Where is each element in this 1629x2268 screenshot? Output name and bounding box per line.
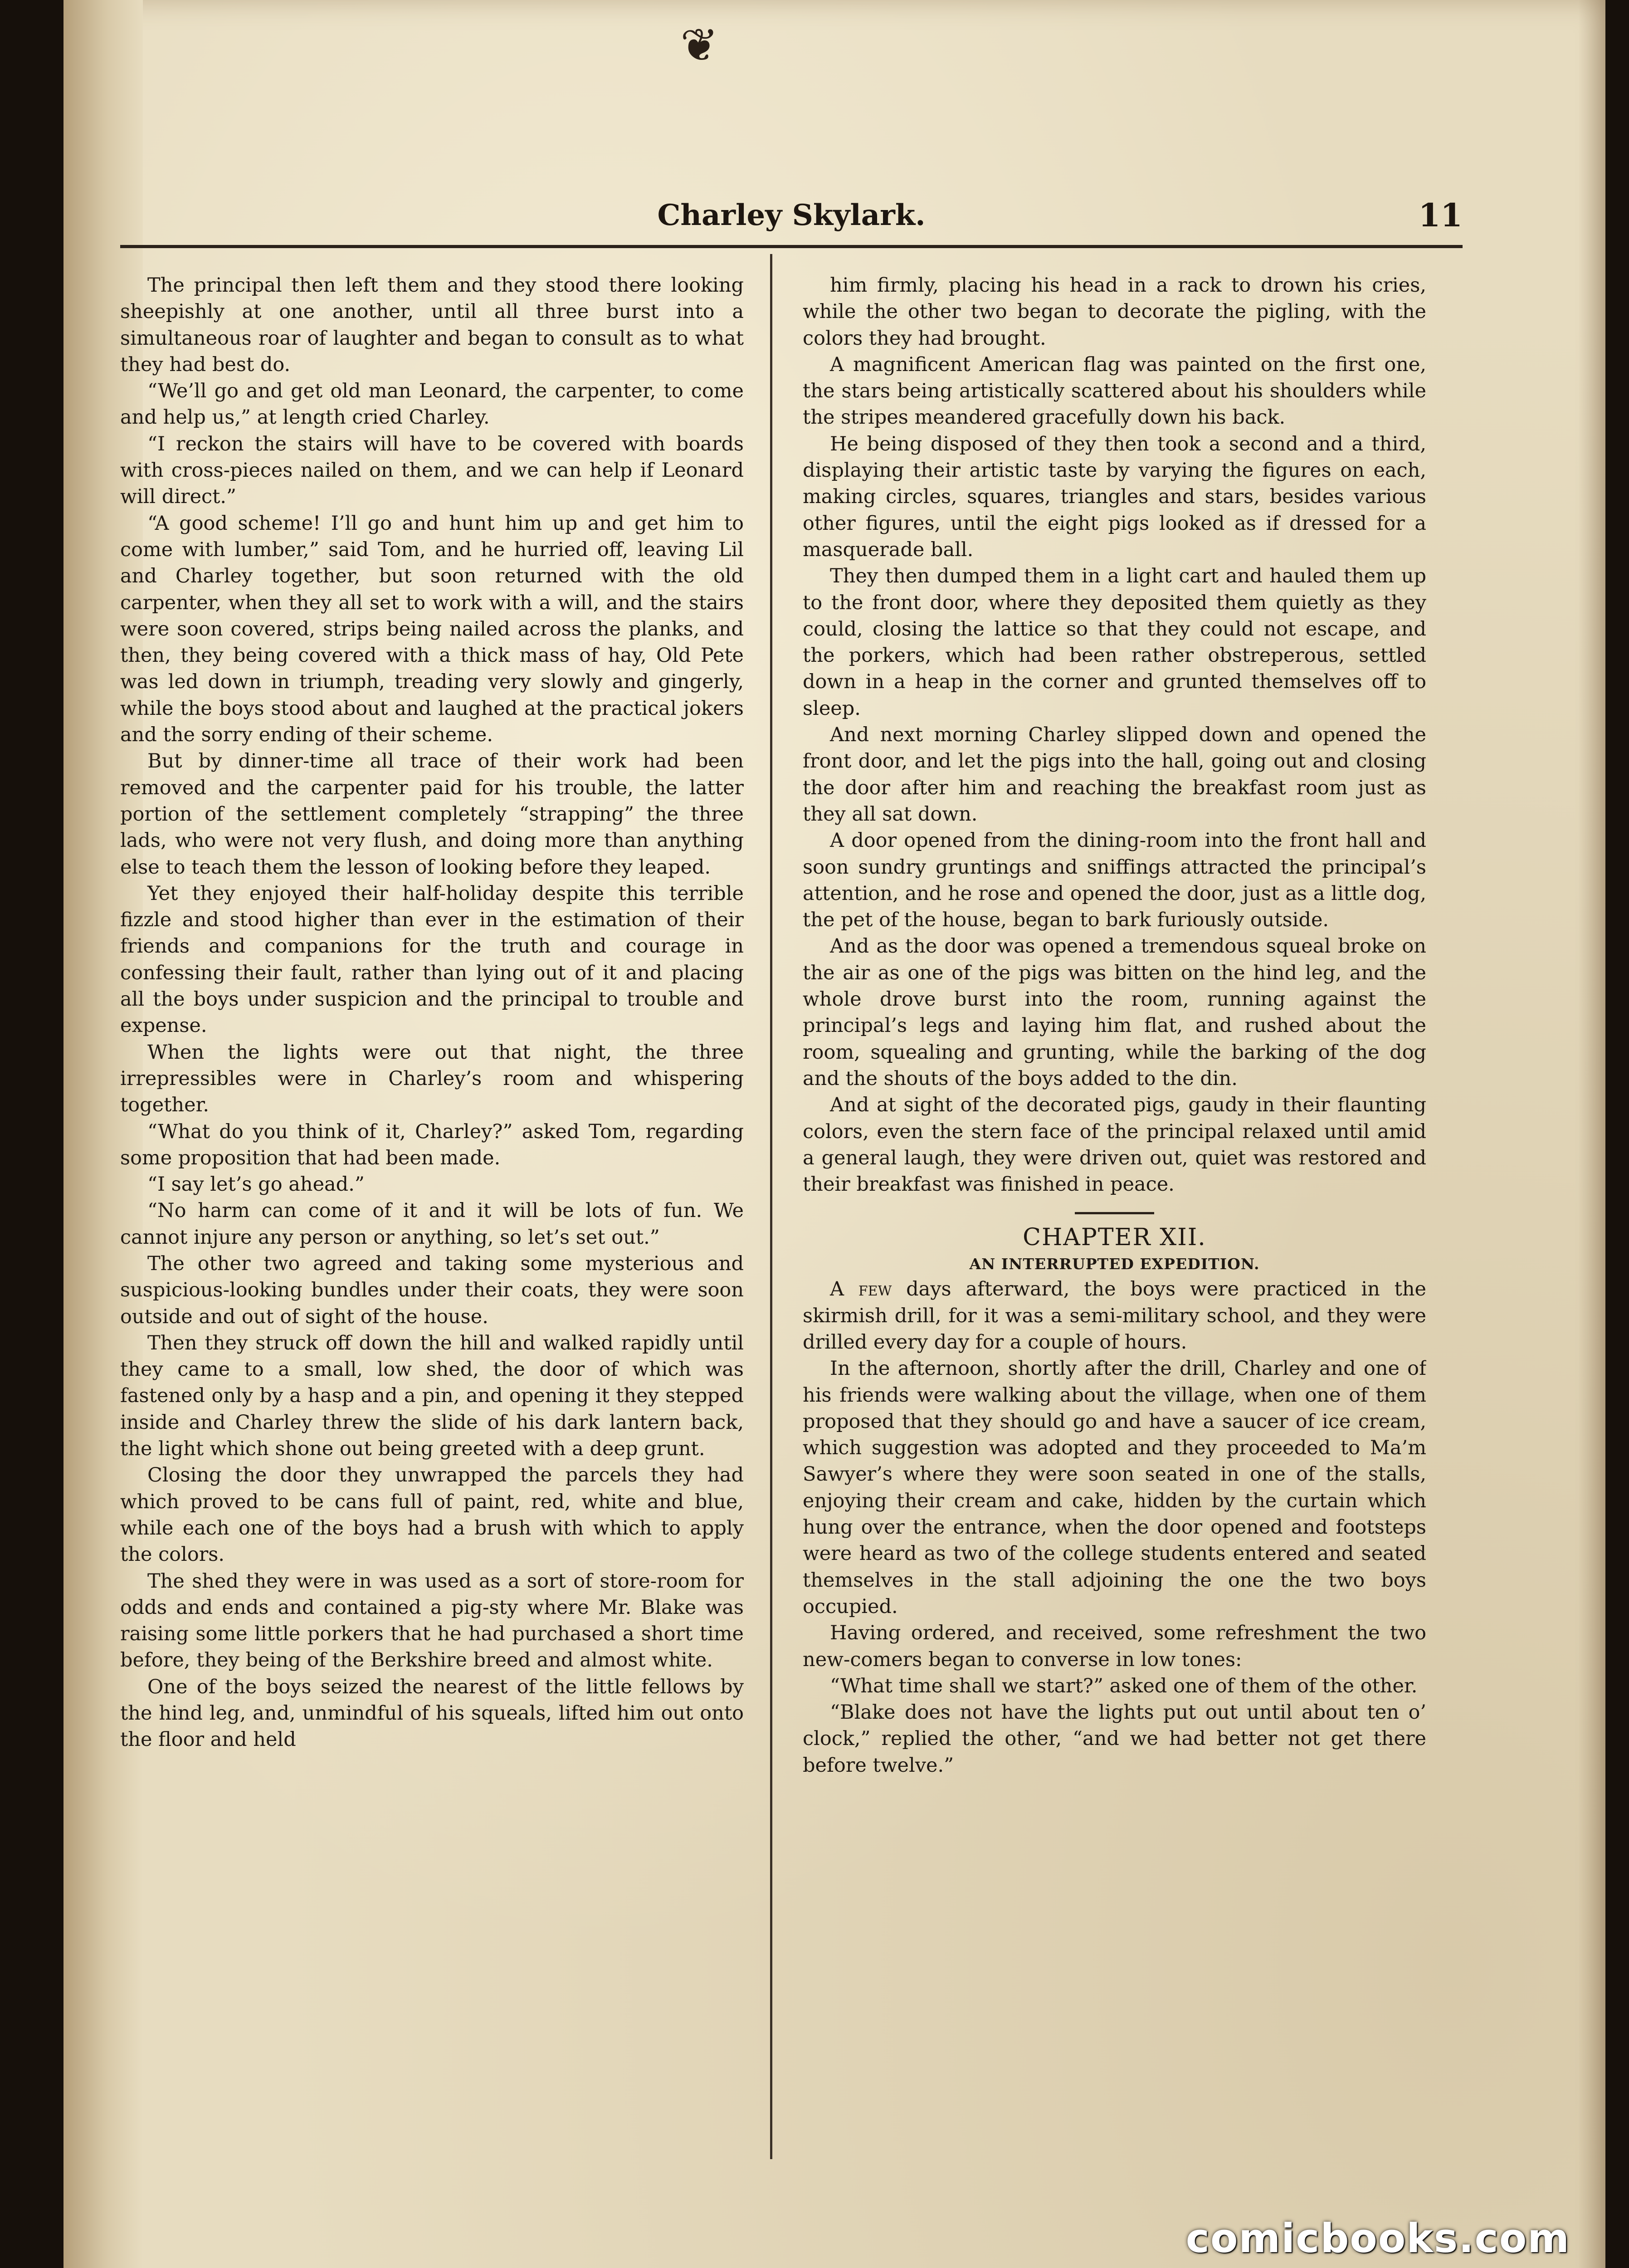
- paragraph: Then they struck off down the hill and walked rapidly until they came to a small, low shed, the door of which was fastened only by a hasp and a pin, and opening it they stepped inside and Charley threw the slide of his dark lantern back, the light which shone out being greeted with a deep grunt.: [120, 1331, 744, 1461]
- paragraph: Yet they enjoyed their half-holiday despite this terrible fizzle and stood higher than ever in the estimation of their friends and companions for the truth and courage in confessing their fault, rather than lying out of it and placing all the boys under suspicion and the principal to trouble and expense.: [120, 882, 744, 1037]
- chapter-opening-paragraph: [803, 1276, 1426, 1355]
- chapter-title: CHAPTER XII.: [1023, 1224, 1206, 1251]
- page-edge-shadow: [1578, 0, 1605, 2268]
- opening-words: A few: [830, 1278, 892, 1301]
- page-number: 11: [1418, 196, 1463, 234]
- paragraph: A door opened from the dining-room into the front hall and soon sundry gruntings and sniffings attracted the principal’s attention, and he rose and opened the door, just as a little dog, the pet of the house, began to bark furiously outside.: [803, 829, 1426, 932]
- paragraph: They then dumped them in a light cart and hauled them up to the front door, where they deposited them quietly as they could, closing the lattice so that they could not escape, and the porkers, which had been rather obstreperous, settled down in a heap in the corner and grunted themselves off to sleep.: [803, 565, 1426, 720]
- chapter-heading: [803, 1212, 1426, 1276]
- left-column: [120, 272, 744, 2170]
- chapter-subtitle: AN INTERRUPTED EXPEDITION.: [969, 1255, 1260, 1273]
- paragraph: “What do you think of it, Charley?” asked Tom, regarding some proposition that had been made.: [120, 1120, 744, 1169]
- opening-rest: days afterward, the boys were practiced in the skirmish drill, for it was a semi-military school, and they were drilled every day for a couple of hours.: [803, 1278, 1426, 1354]
- paragraph: In the afternoon, shortly after the drill, Charley and one of his friends were walking about the village, when one of them proposed that they should go and have a saucer of ice cream, which suggestion was adopted and they proceeded to Ma’m Sawyer’s where they were soon seated in one of the stalls, enjoying their cream and cake, hidden by the curtain which hung over the entrance, when the door opened and footsteps were heard as two of the college students entered and seated themselves in the stall adjoining the one the two boys occupied.: [803, 1357, 1426, 1618]
- paragraph: “I reckon the stairs will have to be covered with boards with cross-pieces nailed on them, and we can help if Leonard will direct.”: [120, 432, 744, 508]
- paragraph: One of the boys seized the nearest of the little fellows by the hind leg, and, unmindful of his squeals, lifted him out onto the floor and held: [120, 1675, 744, 1751]
- paragraph: “No harm can come of it and it will be lots of fun. We cannot injure any person or anything, so let’s set out.”: [120, 1199, 744, 1249]
- paragraph: The shed they were in was used as a sort of store-room for odds and ends and contained a pig-sty where Mr. Blake was raising some little porkers that he had purchased a short time before, they being of the Berkshire breed and almost white.: [120, 1569, 744, 1672]
- running-title: Charley Skylark.: [657, 198, 926, 232]
- paragraph: But by dinner-time all trace of their work had been removed and the carpenter paid for his trouble, the latter portion of the settlement completely “strapping” the three lads, who were not very flush, and doing more than anything else to teach them the lesson of looking before they leaped.: [120, 750, 744, 879]
- chapter-rule: [1075, 1212, 1154, 1214]
- paragraph: “A good scheme! I’ll go and hunt him up and get him to come with lumber,” said Tom, and he hurried off, leaving Lil and Charley together, but soon returned with the old carpenter, when they all set to work with a will, and the stairs were soon covered, strips being nailed across the planks, and then, they being covered with a thick mass of hay, Old Pete was led down in triumph, treading very slowly and gingerly, while the boys stood about and laughed at the practical jokers and the sorry ending of their scheme.: [120, 512, 744, 747]
- paragraph: “We’ll go and get old man Leonard, the carpenter, to come and help us,” at length cried Charley.: [120, 380, 744, 429]
- paragraph: The principal then left them and they stood there looking sheepishly at one another, until all three burst into a simultaneous roar of laughter and began to consult as to what they had best do.: [120, 274, 744, 376]
- paragraph: A magnificent American flag was painted on the first one, the stars being artistically scattered about his shoulders while the stripes meandered gracefully down his back.: [803, 353, 1426, 429]
- paragraph: He being disposed of they then took a second and a third, displaying their artistic taste by varying the figures on each, making circles, squares, triangles and stars, besides various other figures, until the eight pigs looked as if dressed for a masquerade ball.: [803, 432, 1426, 561]
- paragraph: “I say let’s go ahead.”: [147, 1173, 365, 1196]
- header-rule: [120, 245, 1463, 248]
- printer-ornament-icon: ❦: [680, 19, 718, 72]
- column-divider: [770, 254, 772, 2159]
- right-column: [803, 272, 1426, 2268]
- paragraph: And next morning Charley slipped down and opened the front door, and let the pigs into the hall, going out and closing the door after him and reaching the breakfast room just as they all sat down.: [803, 723, 1426, 826]
- paragraph: Closing the door they unwrapped the parcels they had which proved to be cans full of paint, red, white and blue, while each one of the boys had a brush with which to apply the colors.: [120, 1464, 744, 1566]
- paragraph: Having ordered, and received, some refreshment the two new-comers began to converse in low tones:: [803, 1622, 1426, 1671]
- page-header: [120, 191, 1463, 240]
- paragraph: “What time shall we start?” asked one of them of the other.: [830, 1674, 1418, 1697]
- paragraph: “Blake does not have the lights put out until about ten o’ clock,” replied the other, “and we had better not get there before twelve.”: [803, 1701, 1426, 1777]
- paragraph: And at sight of the decorated pigs, gaudy in their flaunting colors, even the stern face of the principal relaxed until amid a general laugh, they were driven out, quiet was restored and their breakfast was finished in peace.: [803, 1094, 1426, 1196]
- site-watermark: comicbooks.com: [1185, 2215, 1570, 2262]
- paragraph: And as the door was opened a tremendous squeal broke on the air as one of the pigs was bitten on the hind leg, and the whole drove burst into the room, running against the principal’s legs and laying him flat, and rushed about the room, squealing and grunting, while the barking of the dog and the shouts of the boys added to the din.: [803, 935, 1426, 1090]
- paragraph: The other two agreed and taking some mysterious and suspicious-looking bundles under their coats, they were soon outside and out of sight of the house.: [120, 1252, 744, 1328]
- paragraph: When the lights were out that night, the three irrepressibles were in Charley’s room and whispering together.: [120, 1041, 744, 1117]
- paragraph: him firmly, placing his head in a rack to drown his cries, while the other two began to decorate the pigling, with the colors they had brought.: [803, 274, 1426, 350]
